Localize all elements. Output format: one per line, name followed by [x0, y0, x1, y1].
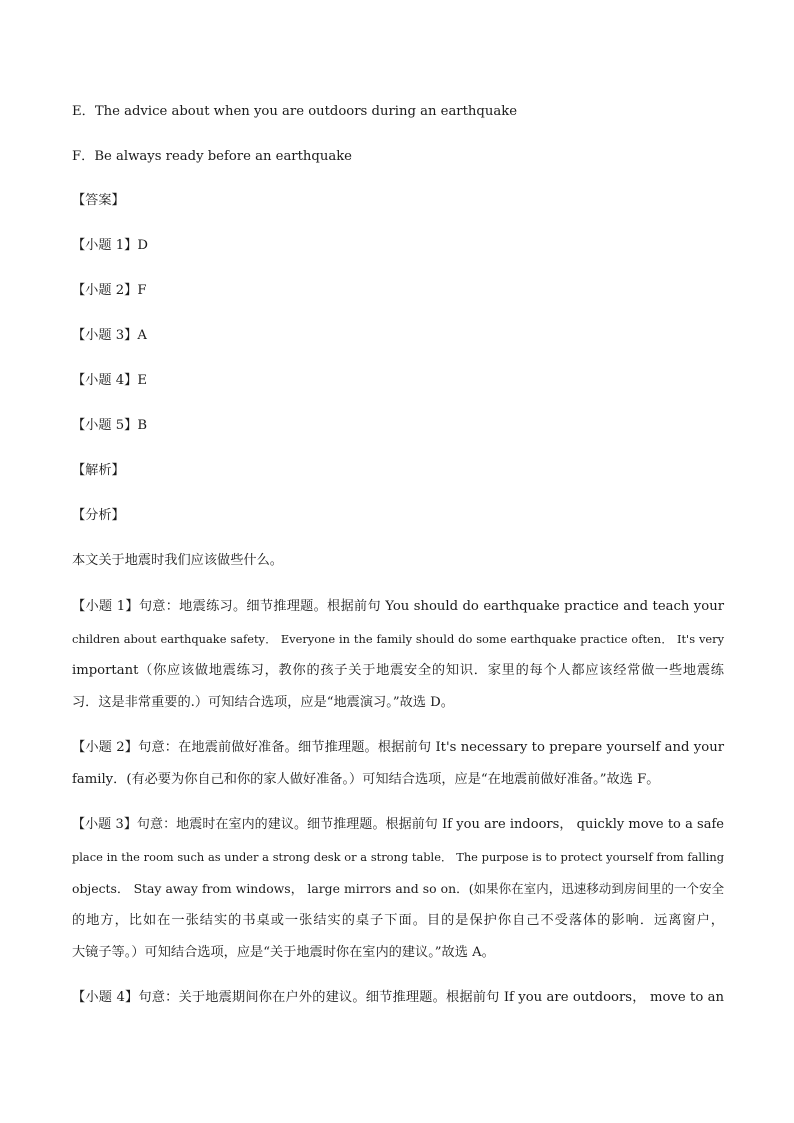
- explanation-3-line-5: 大镜子等。）可知结合选项，应是“关于地震时你在室内的建议。”故选 A。: [72, 945, 495, 960]
- option-f: F．Be always ready before an earthquake: [72, 149, 352, 164]
- explanation-1-line-2: children about earthquake safety． Everyone in the family should do some earthquake practice often． It's very: [72, 632, 724, 646]
- analysis-heading: 【解析】: [72, 463, 125, 478]
- explanation-3-line-2: place in the room such as under a strong desk or a strong table． The purpose is to protect yourself from falling: [72, 850, 724, 864]
- explanation-3-line-1: 【小题 3】句意：地震时在室内的建议。细节推理题。根据前句 If you are indoors， quickly move to a safe: [72, 817, 724, 832]
- explanation-3-line-4: 的地方，比如在一张结实的书桌或一张结实的桌子下面。目的是保护你自己不受落体的影响．远离窗户，: [72, 913, 724, 928]
- explanation-1-line-1: 【小题 1】句意：地震练习。细节推理题。根据前句 You should do earthquake practice and teach your: [72, 599, 724, 614]
- explanation-1-line-3: important（你应该做地震练习，教你的孩子关于地震安全的知识．家里的每个人都应该经常做一些地震练: [72, 663, 724, 678]
- answer-item-4: 【小题 4】E: [72, 373, 147, 388]
- answer-item-3: 【小题 3】A: [72, 328, 147, 343]
- answer-item-1: 【小题 1】D: [72, 238, 148, 253]
- fenxi-heading: 【分析】: [72, 508, 125, 523]
- answer-item-5: 【小题 5】B: [72, 418, 148, 433]
- answer-item-2: 【小题 2】F: [72, 283, 147, 298]
- explanation-4-line-1: 【小题 4】句意：关于地震期间你在户外的建议。细节推理题。根据前句 If you are outdoors， move to an: [72, 990, 724, 1005]
- explanation-3-line-3: objects． Stay away from windows， large mirrors and so on．(如果你在室内，迅速移动到房间里的一个安全: [72, 881, 724, 896]
- explanation-2-line-2: family．(有必要为你自己和你的家人做好准备。）可知结合选项，应是“在地震前做好准备。”故选 F。: [72, 772, 660, 787]
- answer-heading: 【答案】: [72, 193, 125, 208]
- explanation-2-line-1: 【小题 2】句意：在地震前做好准备。细节推理题。根据前句 It's necessary to prepare yourself and your: [72, 740, 724, 755]
- explanation-1-line-4: 习．这是非常重要的.）可知结合选项，应是“地震演习。”故选 D。: [72, 695, 454, 710]
- summary-text: 本文关于地震时我们应该做些什么。: [72, 553, 283, 568]
- option-e: E．The advice about when you are outdoors during an earthquake: [72, 104, 517, 119]
